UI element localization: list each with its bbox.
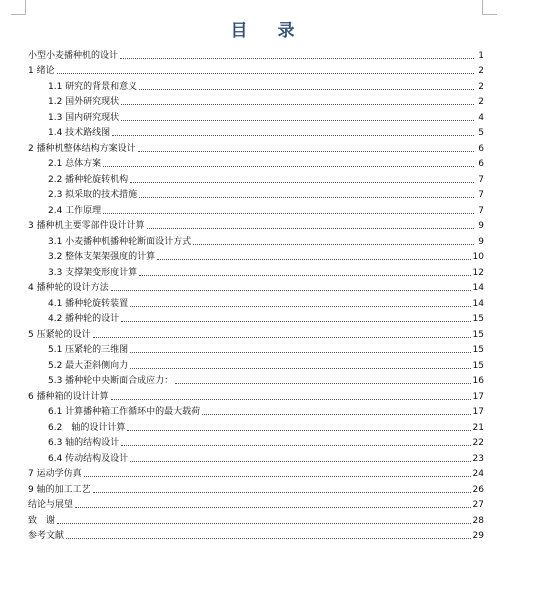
toc-entry[interactable] <box>28 403 484 419</box>
toc-entry-page-number: 26 <box>472 484 484 495</box>
toc-entry-label: 1.1 研究的背景和意义 <box>48 81 138 92</box>
toc-entry[interactable] <box>28 155 484 171</box>
toc-entry-label: 6 播种箱的设计计算 <box>28 391 109 402</box>
toc-entry-label: 6.4 传动结构及设计 <box>48 453 129 464</box>
toc-entry-label: 参考文献 <box>28 531 65 541</box>
toc-entry-page-number: 14 <box>472 298 484 309</box>
toc-entry[interactable] <box>28 511 484 527</box>
toc-entry-label: 2.4 工作原理 <box>48 205 102 216</box>
toc-dot-leader <box>103 165 474 167</box>
toc-dot-leader <box>75 506 471 508</box>
toc-entry-page-number: 17 <box>472 391 484 402</box>
toc-dot-leader <box>130 367 470 369</box>
toc-entry-page-number: 5 <box>478 128 484 138</box>
toc-entry-page-number: 7 <box>478 174 484 185</box>
toc-dot-leader <box>157 258 470 260</box>
toc-entry-label: 3.1 小麦播种机播种轮断面设计方式 <box>48 236 192 247</box>
toc-dot-leader <box>175 382 470 384</box>
toc-dot-leader <box>121 444 470 446</box>
toc-entry-label: 4 播种轮的设计方法 <box>28 283 109 293</box>
toc-entry-page-number: 7 <box>478 205 484 216</box>
toc-entry-page-number: 22 <box>472 438 484 448</box>
toc-entry[interactable] <box>28 449 484 465</box>
toc-entry-page-number: 9 <box>478 236 484 247</box>
toc-entry-label: 6.1 计算播种箱工作循环中的最大载荷 <box>48 407 201 417</box>
toc-entry[interactable] <box>28 279 484 295</box>
toc-entry-page-number: 15 <box>472 314 484 324</box>
toc-entry-page-number: 29 <box>472 531 484 541</box>
toc-entry[interactable] <box>28 139 484 155</box>
toc-dot-leader <box>120 57 474 59</box>
toc-entry[interactable] <box>28 325 484 341</box>
toc-entry[interactable] <box>28 480 484 496</box>
toc-entry-page-number: 4 <box>478 112 484 123</box>
toc-dot-leader <box>193 243 474 245</box>
toc-entry[interactable] <box>28 341 484 357</box>
toc-dot-leader <box>93 491 471 493</box>
toc-dot-leader <box>111 398 471 400</box>
toc-entry-label: 5.3 播种轮中央断面合成应力： <box>48 376 174 386</box>
toc-dot-leader <box>138 150 474 152</box>
toc-entry-page-number: 7 <box>478 190 484 200</box>
toc-entry-label: 3.3 支撑架变形度计算 <box>48 267 138 278</box>
toc-entry-label: 2.1 总体方案 <box>48 159 102 169</box>
toc-entry-label: 5.1 压紧轮的三维图 <box>48 345 129 355</box>
toc-entry-label: 2.2 播种轮旋转机构 <box>48 174 129 185</box>
toc-dot-leader <box>130 305 470 307</box>
toc-title: 目 录 <box>230 21 307 41</box>
toc-dot-leader <box>66 537 471 539</box>
toc-entry[interactable] <box>28 248 484 264</box>
toc-dot-leader <box>130 351 470 353</box>
toc-entry-page-number: 14 <box>472 283 484 293</box>
toc-entry-label: 1.3 国内研究现状 <box>48 112 120 123</box>
toc-dot-leader <box>84 475 471 477</box>
toc-entry-page-number: 28 <box>472 515 484 526</box>
toc-dot-leader <box>139 88 474 90</box>
toc-entry-label: 结论与展望 <box>28 500 74 510</box>
toc-entry[interactable] <box>28 387 484 403</box>
toc-entry-page-number: 6 <box>478 159 484 169</box>
toc-entry[interactable] <box>28 434 484 450</box>
toc-entry-page-number: 23 <box>472 453 484 464</box>
toc-entry[interactable] <box>28 232 484 248</box>
toc-entry-label: 1 绪论 <box>28 66 55 76</box>
toc-entry[interactable] <box>28 124 484 140</box>
toc-entry-page-number: 10 <box>472 252 484 262</box>
toc-entry-label: 3 播种机主要零部件设计计算 <box>28 221 145 231</box>
toc-entry[interactable] <box>28 372 484 388</box>
toc-dot-leader <box>112 134 474 136</box>
toc-entry[interactable] <box>28 77 484 93</box>
toc-dot-leader <box>121 320 470 322</box>
toc-entry-page-number: 17 <box>472 407 484 417</box>
page-corner-mark-top-left <box>11 0 26 15</box>
toc-dot-leader <box>127 429 470 431</box>
toc-entry-page-number: 21 <box>472 422 484 433</box>
toc-entry-page-number: 9 <box>478 221 484 231</box>
toc-entry-label: 2 播种机整体结构方案设计 <box>28 143 136 154</box>
toc-entry[interactable] <box>28 294 484 310</box>
toc-entry-page-number: 24 <box>472 469 484 479</box>
toc-entry-page-number: 16 <box>472 376 484 386</box>
toc-entry-label: 7 运动学仿真 <box>28 469 82 479</box>
toc-entry-page-number: 15 <box>472 360 484 371</box>
toc-entry-label: 5 压紧轮的设计 <box>28 329 91 340</box>
toc-entry[interactable] <box>28 108 484 124</box>
toc-dot-leader <box>147 227 474 229</box>
toc-entry[interactable] <box>28 418 484 434</box>
toc-dot-leader <box>57 522 471 524</box>
toc-entry[interactable] <box>28 465 484 481</box>
toc-entry-label: 2.3 拟采取的技术措施 <box>48 190 138 200</box>
toc-entry[interactable] <box>28 62 484 78</box>
toc-entry[interactable] <box>28 217 484 233</box>
toc-entry[interactable] <box>28 310 484 326</box>
toc-entry-label: 致 谢 <box>28 515 56 526</box>
toc-entry-label: 6.2 轴的设计计算 <box>48 422 126 433</box>
toc-dot-leader <box>130 181 474 183</box>
table-of-contents <box>28 46 484 542</box>
toc-entry-page-number: 1 <box>478 50 484 61</box>
toc-entry-label: 4.1 播种轮旋转装置 <box>48 298 129 309</box>
toc-dot-leader <box>130 460 470 462</box>
toc-dot-leader <box>57 72 474 74</box>
toc-dot-leader <box>202 413 470 415</box>
toc-entry-page-number: 2 <box>478 66 484 76</box>
toc-entry-page-number: 15 <box>472 345 484 355</box>
toc-entry-page-number: 27 <box>472 500 484 510</box>
toc-entry[interactable] <box>28 527 484 543</box>
toc-entry-page-number: 6 <box>478 143 484 154</box>
toc-entry-label: 4.2 播种轮的设计 <box>48 314 120 324</box>
toc-entry-label: 6.3 轴的结构设计 <box>48 438 120 448</box>
toc-dot-leader <box>121 103 474 105</box>
toc-entry-label: 1.4 技术路线图 <box>48 128 111 138</box>
toc-entry[interactable] <box>28 263 484 279</box>
toc-dot-leader <box>121 119 474 121</box>
toc-entry-page-number: 2 <box>478 97 484 107</box>
toc-entry-page-number: 2 <box>478 81 484 92</box>
toc-dot-leader <box>139 274 470 276</box>
toc-entry-label: 5.2 最大歪斜侧向力 <box>48 360 129 371</box>
toc-entry[interactable] <box>28 170 484 186</box>
toc-entry[interactable] <box>28 356 484 372</box>
toc-entry[interactable] <box>28 46 484 62</box>
toc-entry[interactable] <box>28 496 484 512</box>
toc-entry[interactable] <box>28 201 484 217</box>
toc-entry-page-number: 12 <box>472 267 484 278</box>
toc-entry-label: 1.2 国外研究现状 <box>48 97 120 107</box>
toc-dot-leader <box>139 196 474 198</box>
toc-entry-label: 小型小麦播种机的设计 <box>28 50 119 61</box>
toc-dot-leader <box>103 212 474 214</box>
toc-dot-leader <box>93 336 471 338</box>
toc-entry[interactable] <box>28 186 484 202</box>
toc-entry-label: 9 轴的加工工艺 <box>28 484 91 495</box>
toc-entry-page-number: 15 <box>472 329 484 340</box>
toc-entry-label: 3.2 整体支架架强度的计算 <box>48 252 156 262</box>
toc-entry[interactable] <box>28 93 484 109</box>
page-corner-mark-top-right <box>482 0 497 15</box>
toc-dot-leader <box>111 289 471 291</box>
